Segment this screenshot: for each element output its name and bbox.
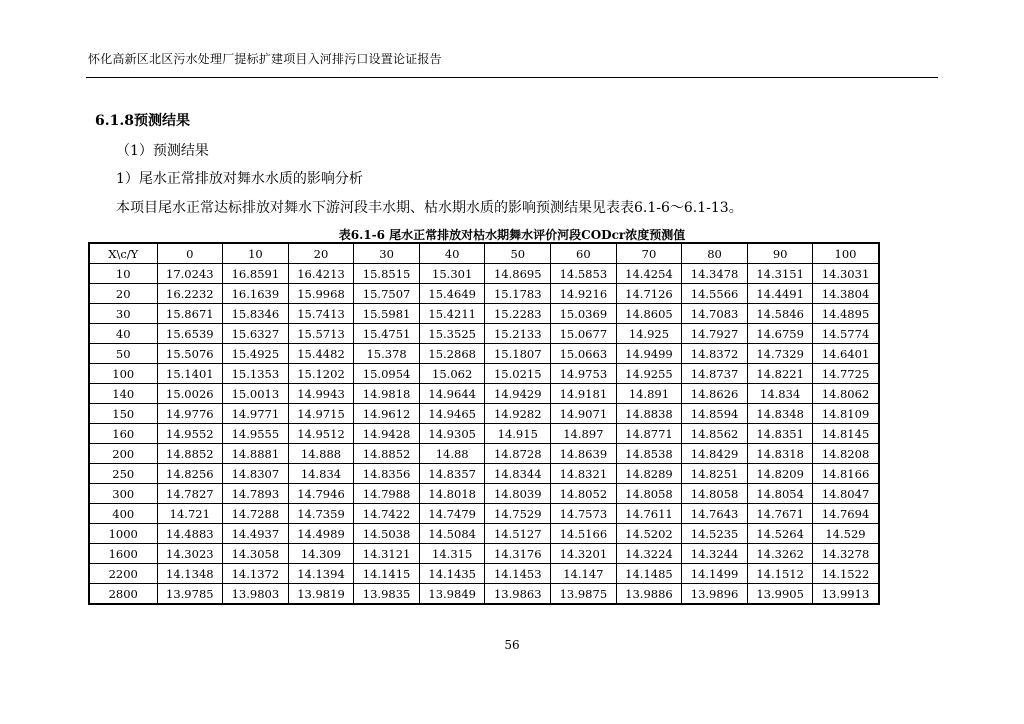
table-row — [89, 264, 879, 284]
column-header: 0 — [157, 243, 223, 264]
table-cell: 15.8346 — [223, 304, 289, 324]
table-cell: 14.7893 — [223, 484, 289, 504]
table-cell: 14.8771 — [616, 424, 682, 444]
table-cell: 14.8639 — [551, 444, 617, 464]
table-cell: 14.529 — [813, 524, 879, 544]
table-cell: 14.9776 — [157, 404, 223, 424]
row-header-cell: 1600 — [89, 544, 157, 564]
table-row — [89, 404, 879, 424]
row-header-cell: 160 — [89, 424, 157, 444]
table-cell: 14.9255 — [616, 364, 682, 384]
table-cell: 14.7725 — [813, 364, 879, 384]
table-cell: 14.8594 — [682, 404, 748, 424]
column-header: 70 — [616, 243, 682, 264]
column-header: 90 — [747, 243, 813, 264]
table-cell: 16.2232 — [157, 284, 223, 304]
table-cell: 14.9305 — [419, 424, 485, 444]
table-cell: 14.1485 — [616, 564, 682, 584]
table-cell: 14.8852 — [157, 444, 223, 464]
table-cell: 14.9282 — [485, 404, 551, 424]
table-cell: 14.8307 — [223, 464, 289, 484]
table-cell: 14.8728 — [485, 444, 551, 464]
table-cell: 14.9612 — [354, 404, 420, 424]
table-cell: 14.9555 — [223, 424, 289, 444]
row-header-cell: 30 — [89, 304, 157, 324]
table-cell: 13.9849 — [419, 584, 485, 605]
table-cell: 15.5713 — [288, 324, 354, 344]
table-cell: 14.3244 — [682, 544, 748, 564]
table-cell: 14.8145 — [813, 424, 879, 444]
table-cell: 14.9071 — [551, 404, 617, 424]
table-cell: 14.9499 — [616, 344, 682, 364]
table-cell: 14.8018 — [419, 484, 485, 504]
table-cell: 15.0215 — [485, 364, 551, 384]
table-cell: 14.8318 — [747, 444, 813, 464]
table-cell: 15.301 — [419, 264, 485, 284]
table-cell: 14.8039 — [485, 484, 551, 504]
table-cell: 14.1372 — [223, 564, 289, 584]
column-header: 80 — [682, 243, 748, 264]
row-header-cell: 200 — [89, 444, 157, 464]
table-cell: 15.1401 — [157, 364, 223, 384]
table-cell: 15.8515 — [354, 264, 420, 284]
table-cell: 14.8538 — [616, 444, 682, 464]
table-cell: 14.8209 — [747, 464, 813, 484]
table-row — [89, 484, 879, 504]
table-cell: 14.8047 — [813, 484, 879, 504]
table-cell: 14.8221 — [747, 364, 813, 384]
table-cell: 14.7422 — [354, 504, 420, 524]
table-cell: 14.8054 — [747, 484, 813, 504]
table-cell: 15.5076 — [157, 344, 223, 364]
table-cell: 14.8321 — [551, 464, 617, 484]
table-cell: 14.834 — [288, 464, 354, 484]
table-cell: 14.9465 — [419, 404, 485, 424]
table-cell: 14.3804 — [813, 284, 879, 304]
table-cell: 14.8852 — [354, 444, 420, 464]
table-cell: 14.6401 — [813, 344, 879, 364]
table-cell: 14.8251 — [682, 464, 748, 484]
row-header-cell: 300 — [89, 484, 157, 504]
column-header: X\c/Y — [89, 243, 157, 264]
table-cell: 14.88 — [419, 444, 485, 464]
table-cell: 16.4213 — [288, 264, 354, 284]
column-header: 10 — [223, 243, 289, 264]
table-cell: 15.3525 — [419, 324, 485, 344]
table-cell: 13.9819 — [288, 584, 354, 605]
table-caption: 表6.1-6 尾水正常排放对枯水期舞水评价河段CODcr浓度预测值 — [338, 228, 686, 242]
table-cell: 14.3478 — [682, 264, 748, 284]
table-row — [89, 384, 879, 404]
table-cell: 14.8357 — [419, 464, 485, 484]
body-paragraph: 本项目尾水正常达标排放对舞水下游河段丰水期、枯水期水质的影响预测结果见表表6.1-6～6.1-13。 — [116, 200, 743, 216]
subheading: （1）预测结果 — [116, 143, 209, 159]
row-header-cell: 150 — [89, 404, 157, 424]
table-row — [89, 464, 879, 484]
table-row — [89, 444, 879, 464]
table-cell: 14.8058 — [616, 484, 682, 504]
table-cell: 14.9753 — [551, 364, 617, 384]
table-cell: 13.9913 — [813, 584, 879, 605]
column-header: 50 — [485, 243, 551, 264]
table-cell: 15.1783 — [485, 284, 551, 304]
table-cell: 15.7413 — [288, 304, 354, 324]
table-cell: 14.888 — [288, 444, 354, 464]
table-cell: 14.8429 — [682, 444, 748, 464]
table-cell: 14.7359 — [288, 504, 354, 524]
table-cell: 14.834 — [747, 384, 813, 404]
header-divider — [86, 77, 938, 78]
table-cell: 14.3262 — [747, 544, 813, 564]
table-cell: 14.8356 — [354, 464, 420, 484]
table-cell: 14.5038 — [354, 524, 420, 544]
column-header: 40 — [419, 243, 485, 264]
table-cell: 14.3023 — [157, 544, 223, 564]
row-header-cell: 50 — [89, 344, 157, 364]
table-cell: 14.3201 — [551, 544, 617, 564]
table-cell: 14.1499 — [682, 564, 748, 584]
table-cell: 14.3176 — [485, 544, 551, 564]
table-cell: 14.897 — [551, 424, 617, 444]
table-cell: 14.5084 — [419, 524, 485, 544]
table-cell: 14.3121 — [354, 544, 420, 564]
table-cell: 14.5166 — [551, 524, 617, 544]
table-row — [89, 584, 879, 605]
table-cell: 15.2133 — [485, 324, 551, 344]
table-cell: 14.315 — [419, 544, 485, 564]
table-cell: 14.8062 — [813, 384, 879, 404]
table-cell: 14.8256 — [157, 464, 223, 484]
table-cell: 15.1807 — [485, 344, 551, 364]
table-cell: 14.8626 — [682, 384, 748, 404]
table-cell: 15.0954 — [354, 364, 420, 384]
table-cell: 14.8052 — [551, 484, 617, 504]
table-cell: 15.378 — [354, 344, 420, 364]
table-cell: 13.9835 — [354, 584, 420, 605]
table-cell: 14.5846 — [747, 304, 813, 324]
table-row — [89, 344, 879, 364]
table-cell: 14.9181 — [551, 384, 617, 404]
table-row — [89, 304, 879, 324]
table-cell: 14.7643 — [682, 504, 748, 524]
table-cell: 14.3224 — [616, 544, 682, 564]
table-cell: 15.4211 — [419, 304, 485, 324]
table-cell: 15.0013 — [223, 384, 289, 404]
table-cell: 14.4883 — [157, 524, 223, 544]
column-header: 20 — [288, 243, 354, 264]
column-header: 100 — [813, 243, 879, 264]
table-cell: 13.9785 — [157, 584, 223, 605]
table-cell: 14.7694 — [813, 504, 879, 524]
table-cell: 13.9886 — [616, 584, 682, 605]
table-cell: 15.0677 — [551, 324, 617, 344]
table-cell: 14.3151 — [747, 264, 813, 284]
table-row — [89, 504, 879, 524]
table-cell: 14.9771 — [223, 404, 289, 424]
table-cell: 14.5235 — [682, 524, 748, 544]
table-cell: 14.8695 — [485, 264, 551, 284]
table-cell: 14.4254 — [616, 264, 682, 284]
subsubheading: 1）尾水正常排放对舞水水质的影响分析 — [116, 171, 363, 187]
table-cell: 14.8881 — [223, 444, 289, 464]
table-cell: 13.9896 — [682, 584, 748, 605]
table-cell: 15.4482 — [288, 344, 354, 364]
table-cell: 13.9905 — [747, 584, 813, 605]
table-cell: 15.2868 — [419, 344, 485, 364]
table-cell: 14.9943 — [288, 384, 354, 404]
table-cell: 15.1202 — [288, 364, 354, 384]
table-cell: 14.1415 — [354, 564, 420, 584]
table-cell: 13.9803 — [223, 584, 289, 605]
table-cell: 14.9644 — [419, 384, 485, 404]
table-cell: 14.8289 — [616, 464, 682, 484]
table-cell: 14.3031 — [813, 264, 879, 284]
table-cell: 15.1353 — [223, 364, 289, 384]
table-row — [89, 284, 879, 304]
table-cell: 14.7479 — [419, 504, 485, 524]
row-header-cell: 20 — [89, 284, 157, 304]
table-cell: 14.9552 — [157, 424, 223, 444]
table-cell: 15.6539 — [157, 324, 223, 344]
row-header-cell: 400 — [89, 504, 157, 524]
table-cell: 14.7573 — [551, 504, 617, 524]
table-cell: 16.1639 — [223, 284, 289, 304]
table-header-row — [89, 243, 879, 264]
table-cell: 14.1435 — [419, 564, 485, 584]
table-cell: 14.7288 — [223, 504, 289, 524]
table-cell: 14.8562 — [682, 424, 748, 444]
table-cell: 14.3278 — [813, 544, 879, 564]
table-cell: 14.309 — [288, 544, 354, 564]
table-cell: 14.8348 — [747, 404, 813, 424]
table-row — [89, 564, 879, 584]
table-cell: 14.7329 — [747, 344, 813, 364]
concentration-table — [88, 242, 880, 605]
table-cell: 14.9512 — [288, 424, 354, 444]
table-cell: 14.9429 — [485, 384, 551, 404]
table-cell: 15.9968 — [288, 284, 354, 304]
table-cell: 15.5981 — [354, 304, 420, 324]
table-cell: 14.8109 — [813, 404, 879, 424]
table-cell: 14.4937 — [223, 524, 289, 544]
page-header: 怀化高新区北区污水处理厂提标扩建项目入河排污口设置论证报告 — [88, 52, 442, 66]
table-cell: 16.8591 — [223, 264, 289, 284]
table-cell: 14.891 — [616, 384, 682, 404]
column-header: 30 — [354, 243, 420, 264]
row-header-cell: 250 — [89, 464, 157, 484]
table-cell: 14.7827 — [157, 484, 223, 504]
table-row — [89, 544, 879, 564]
table-cell: 14.8058 — [682, 484, 748, 504]
table-cell: 14.3058 — [223, 544, 289, 564]
table-cell: 17.0243 — [157, 264, 223, 284]
table-cell: 14.8372 — [682, 344, 748, 364]
table-cell: 15.4649 — [419, 284, 485, 304]
table-row — [89, 424, 879, 444]
row-header-cell: 140 — [89, 384, 157, 404]
table-cell: 14.7988 — [354, 484, 420, 504]
table-cell: 14.8351 — [747, 424, 813, 444]
table-cell: 14.721 — [157, 504, 223, 524]
table-cell: 14.7611 — [616, 504, 682, 524]
table-cell: 14.147 — [551, 564, 617, 584]
table-cell: 14.7083 — [682, 304, 748, 324]
table-cell: 15.8671 — [157, 304, 223, 324]
table-cell: 14.7927 — [682, 324, 748, 344]
table-cell: 14.9818 — [354, 384, 420, 404]
table-cell: 14.915 — [485, 424, 551, 444]
table-cell: 14.9216 — [551, 284, 617, 304]
table-cell: 14.8605 — [616, 304, 682, 324]
table-cell: 14.8166 — [813, 464, 879, 484]
table-cell: 13.9863 — [485, 584, 551, 605]
row-header-cell: 1000 — [89, 524, 157, 544]
table-cell: 14.5127 — [485, 524, 551, 544]
table-cell: 14.4895 — [813, 304, 879, 324]
table-cell: 15.4925 — [223, 344, 289, 364]
table-cell: 13.9875 — [551, 584, 617, 605]
table-cell: 14.4989 — [288, 524, 354, 544]
table-cell: 14.5264 — [747, 524, 813, 544]
table-cell: 14.1453 — [485, 564, 551, 584]
table-cell: 14.9428 — [354, 424, 420, 444]
column-header: 60 — [551, 243, 617, 264]
table-cell: 15.062 — [419, 364, 485, 384]
row-header-cell: 100 — [89, 364, 157, 384]
table-cell: 14.1522 — [813, 564, 879, 584]
table-row — [89, 524, 879, 544]
table-cell: 14.7126 — [616, 284, 682, 304]
table-cell: 14.7671 — [747, 504, 813, 524]
table-cell: 14.5566 — [682, 284, 748, 304]
table-cell: 14.8737 — [682, 364, 748, 384]
table-cell: 14.925 — [616, 324, 682, 344]
table-cell: 14.8208 — [813, 444, 879, 464]
table-cell: 14.5774 — [813, 324, 879, 344]
table-cell: 14.8344 — [485, 464, 551, 484]
table-cell: 14.4491 — [747, 284, 813, 304]
section-title: 6.1.8预测结果 — [95, 113, 190, 129]
row-header-cell: 2200 — [89, 564, 157, 584]
row-header-cell: 40 — [89, 324, 157, 344]
table-cell: 14.7946 — [288, 484, 354, 504]
table-cell: 15.0369 — [551, 304, 617, 324]
table-cell: 14.7529 — [485, 504, 551, 524]
table-cell: 14.8838 — [616, 404, 682, 424]
table-cell: 15.2283 — [485, 304, 551, 324]
table-cell: 14.1394 — [288, 564, 354, 584]
table-cell: 14.5202 — [616, 524, 682, 544]
table-cell: 14.1348 — [157, 564, 223, 584]
table-row — [89, 364, 879, 384]
page-number: 56 — [504, 638, 520, 652]
table-cell: 15.6327 — [223, 324, 289, 344]
table-cell: 15.4751 — [354, 324, 420, 344]
table-cell: 14.6759 — [747, 324, 813, 344]
table-cell: 15.7507 — [354, 284, 420, 304]
table-row — [89, 324, 879, 344]
table-cell: 14.1512 — [747, 564, 813, 584]
table-cell: 15.0026 — [157, 384, 223, 404]
table-cell: 14.5853 — [551, 264, 617, 284]
row-header-cell: 10 — [89, 264, 157, 284]
table-cell: 14.9715 — [288, 404, 354, 424]
table-cell: 15.0663 — [551, 344, 617, 364]
row-header-cell: 2800 — [89, 584, 157, 605]
